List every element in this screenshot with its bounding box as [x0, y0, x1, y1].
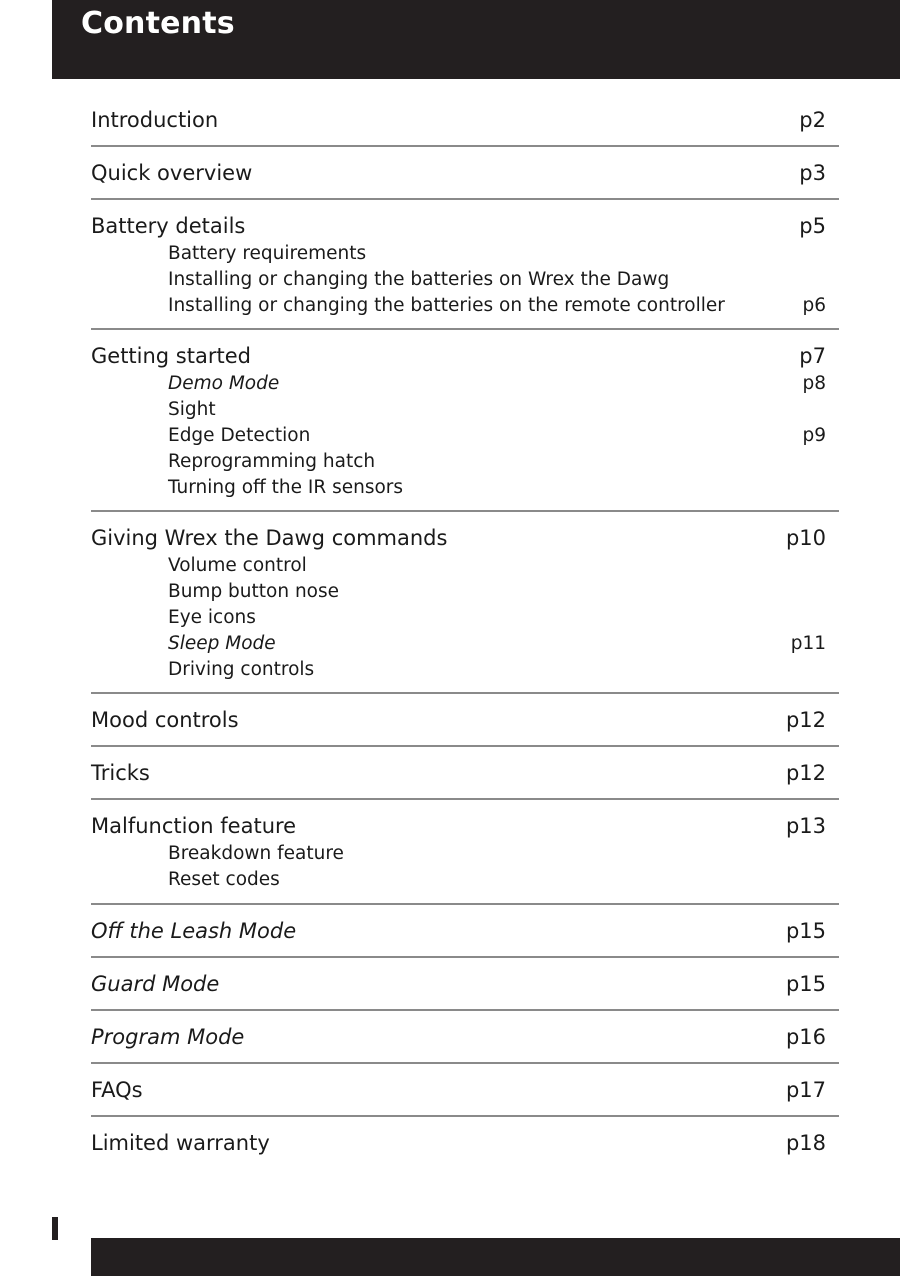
- toc-section: [91, 958, 839, 1011]
- toc-entry-title: Introduction: [91, 108, 219, 132]
- toc-section: [91, 1011, 839, 1064]
- toc-entry[interactable]: [91, 105, 839, 135]
- toc-section: [91, 200, 839, 330]
- toc-entry-page: p15: [785, 971, 826, 996]
- toc-entry[interactable]: [91, 523, 839, 553]
- toc-entry-page: p10: [785, 526, 826, 551]
- toc-subentry[interactable]: [91, 241, 839, 267]
- toc-entry[interactable]: [91, 916, 839, 946]
- toc-subentry[interactable]: [91, 631, 839, 657]
- toc-subentry[interactable]: [91, 475, 839, 501]
- toc-subentry-title: Reprogramming hatch: [168, 450, 376, 472]
- toc-subentry-title: Battery requirements: [168, 243, 367, 264]
- toc-entry-title: Getting started: [91, 344, 251, 369]
- toc-subentry-page: p6: [802, 294, 826, 316]
- page-title: Contents: [81, 6, 235, 41]
- toc-subentry-title: Bump button nose: [168, 581, 340, 603]
- toc-entry[interactable]: [91, 211, 839, 241]
- toc-section: [91, 512, 839, 694]
- toc-entry-title: FAQs: [91, 1077, 143, 1102]
- toc-entry-page: p5: [799, 214, 826, 238]
- toc-entry[interactable]: [91, 1022, 839, 1052]
- toc-subentry-title: Demo Mode: [168, 373, 280, 395]
- toc-entry-title: Off the Leash Mode: [91, 918, 297, 943]
- toc-section: [91, 694, 839, 747]
- toc-subentry[interactable]: [91, 267, 839, 293]
- toc-section: [91, 1117, 839, 1168]
- toc-entry[interactable]: [91, 969, 839, 999]
- toc-subentry-title: Breakdown feature: [168, 843, 344, 865]
- toc-entry-page: p3: [799, 161, 826, 185]
- toc-entry-page: p18: [785, 1130, 826, 1155]
- toc-subentry-title: Turning off the IR sensors: [168, 476, 404, 498]
- toc-entry-page: p12: [785, 761, 826, 786]
- footer-bar: [91, 1238, 900, 1276]
- toc-subentry[interactable]: [91, 449, 839, 475]
- toc-entry-title: Quick overview: [91, 161, 253, 185]
- toc-entry-page: p17: [785, 1077, 826, 1102]
- toc-section: [91, 747, 839, 800]
- toc-subentry-title: Edge Detection: [168, 424, 311, 446]
- toc-entry-title: Giving Wrex the Dawg commands: [91, 526, 448, 551]
- toc-subentry-title: Eye icons: [168, 606, 256, 628]
- toc-entry-page: p7: [799, 344, 826, 369]
- toc-entry-page: p2: [799, 108, 826, 132]
- toc-entry-title: Limited warranty: [91, 1130, 270, 1155]
- toc-entry[interactable]: [91, 705, 839, 735]
- toc-entry[interactable]: [91, 1075, 839, 1105]
- toc-subentry-title: Installing or changing the batteries on Wrex the Dawg: [168, 268, 670, 290]
- toc-entry-page: p16: [785, 1024, 826, 1049]
- toc-subentry-page: p8: [802, 373, 826, 395]
- page-folio-mark: [52, 1217, 58, 1240]
- toc-subentry-title: Driving controls: [168, 658, 315, 680]
- toc-subentry[interactable]: [91, 293, 839, 319]
- toc-subentry-title: Sleep Mode: [168, 632, 276, 654]
- toc-entry-title: Program Mode: [91, 1024, 245, 1049]
- toc-entry-title: Malfunction feature: [91, 814, 297, 839]
- toc-entry[interactable]: [91, 811, 839, 841]
- toc-entry-page: p12: [785, 708, 826, 733]
- toc-entry-title: Mood controls: [91, 708, 239, 733]
- toc-section: [91, 800, 839, 905]
- toc-subentry[interactable]: [91, 657, 839, 683]
- toc-subentry[interactable]: [91, 553, 839, 579]
- toc-entry-page: p15: [785, 918, 826, 943]
- toc-section: [91, 1064, 839, 1117]
- toc-subentry[interactable]: [91, 867, 839, 893]
- toc-entry-title: Tricks: [91, 761, 150, 786]
- toc-section: [91, 905, 839, 958]
- toc-subentry[interactable]: [91, 397, 839, 423]
- toc-subentry[interactable]: [91, 579, 839, 605]
- header-bar: [52, 0, 900, 79]
- toc-entry[interactable]: [91, 341, 839, 371]
- toc-subentry[interactable]: [91, 841, 839, 867]
- toc-entry-title: Battery details: [91, 214, 246, 238]
- toc-subentry-title: Reset codes: [168, 869, 280, 891]
- toc-subentry-title: Installing or changing the batteries on the remote controller: [168, 294, 725, 316]
- toc-subentry-title: Volume control: [168, 555, 307, 577]
- toc-subentry-title: Sight: [168, 399, 216, 421]
- toc-subentry[interactable]: [91, 371, 839, 397]
- toc-section: [91, 105, 839, 147]
- toc-section: [91, 330, 839, 512]
- toc-entry[interactable]: [91, 758, 839, 788]
- toc-entry-title: Guard Mode: [91, 971, 220, 996]
- table-of-contents: [91, 105, 839, 1168]
- toc-entry[interactable]: [91, 158, 839, 188]
- toc-subentry-page: p11: [790, 632, 826, 654]
- toc-section: [91, 147, 839, 200]
- toc-entry[interactable]: [91, 1128, 839, 1158]
- toc-subentry-page: p9: [802, 424, 826, 446]
- toc-entry-page: p13: [785, 814, 826, 839]
- toc-subentry[interactable]: [91, 605, 839, 631]
- toc-subentry[interactable]: [91, 423, 839, 449]
